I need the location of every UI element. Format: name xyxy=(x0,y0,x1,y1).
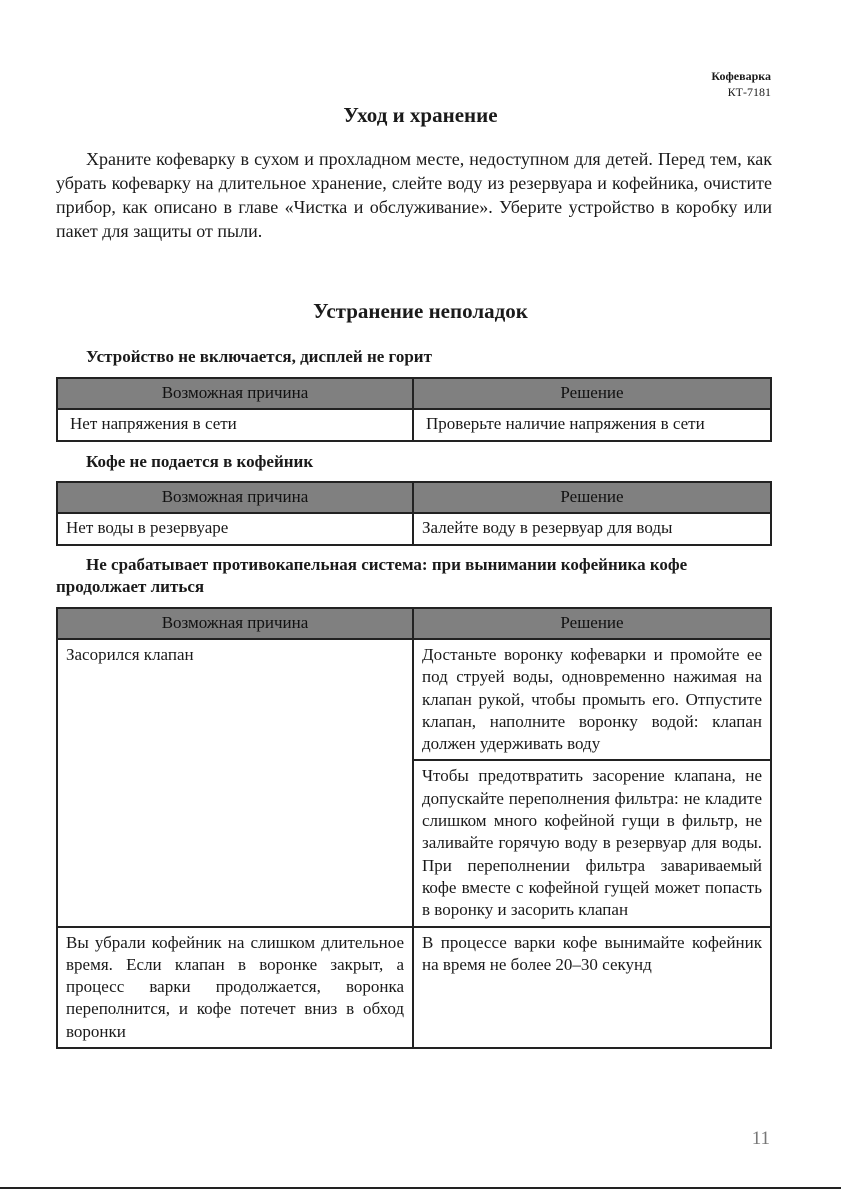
column-header-solution: Решение xyxy=(413,378,771,409)
section-title-care: Уход и хранение xyxy=(343,103,498,127)
page-header xyxy=(711,68,771,100)
table-row xyxy=(57,513,771,545)
page-number: 11 xyxy=(751,1128,770,1149)
cause-cell: Вы убрали кофейник на слишком длительное время. Если клапан в воронке закрыт, а процесс варки продолжается, воронка переполнится, и кофе потечет вниз в обход воронки xyxy=(57,927,413,1048)
troubleshooting-table-2 xyxy=(56,481,772,546)
solution-cell: Проверьте наличие напряжения в сети xyxy=(413,409,771,441)
section-title-troubleshooting: Устранение неполадок xyxy=(313,299,528,323)
cause-cell: Засорился клапан xyxy=(57,639,413,927)
bottom-rule xyxy=(0,1187,841,1189)
table-header-row xyxy=(57,378,771,409)
problem-heading-1: Устройство не включается, дисплей не горит xyxy=(86,347,432,366)
solution-cell: Чтобы предотвратить засорение клапана, не допускайте переполнения фильтра: не кладите слишком много кофейной гущи в фильтр, не заливайте горячую воду в резервуар для воды. При переполнении фильтра завариваемый кофе вместе с кофейной гущей может попасть в воронку и засорить клапан xyxy=(413,760,771,926)
table-header-row xyxy=(57,482,771,513)
column-header-cause: Возможная причина xyxy=(57,608,413,639)
header-product: Кофеварка xyxy=(711,69,771,83)
cause-cell: Нет напряжения в сети xyxy=(57,409,413,441)
table-row xyxy=(57,927,771,1048)
solution-cell: Достаньте воронку кофеварки и промойте ее под струей воды, одновременно нажимая на клапан рукой, чтобы промыть его. Отпустите клапан, наполните воронку водой: клапан должен удерживать воду xyxy=(413,639,771,760)
column-header-solution: Решение xyxy=(413,482,771,513)
care-paragraph: Храните кофеварку в сухом и прохладном месте, недоступном для детей. Перед тем, как убрать кофеварку на длительное хранение, слейте воду из резервуара и кофейника, очистите прибор, как описано в главе «Чистка и обслуживание». Уберите устройство в коробку или пакет для защиты от пыли. xyxy=(56,149,772,241)
column-header-cause: Возможная причина xyxy=(57,378,413,409)
table-row xyxy=(57,639,771,760)
problem-heading-2: Кофе не подается в кофейник xyxy=(86,452,314,471)
solution-cell: В процессе варки кофе вынимайте кофейник на время не более 20–30 секунд xyxy=(413,927,771,1048)
troubleshooting-table-1 xyxy=(56,377,772,442)
table-header-row xyxy=(57,608,771,639)
header-model: КТ-7181 xyxy=(727,85,771,99)
solution-cell: Залейте воду в резервуар для воды xyxy=(413,513,771,545)
troubleshooting-table-3 xyxy=(56,607,772,1049)
column-header-solution: Решение xyxy=(413,608,771,639)
problem-heading-3: Не срабатывает противокапельная система: при вынимании кофейника кофе продолжает литься xyxy=(56,555,688,596)
cause-cell: Нет воды в резервуаре xyxy=(57,513,413,545)
column-header-cause: Возможная причина xyxy=(57,482,413,513)
table-row xyxy=(57,409,771,441)
